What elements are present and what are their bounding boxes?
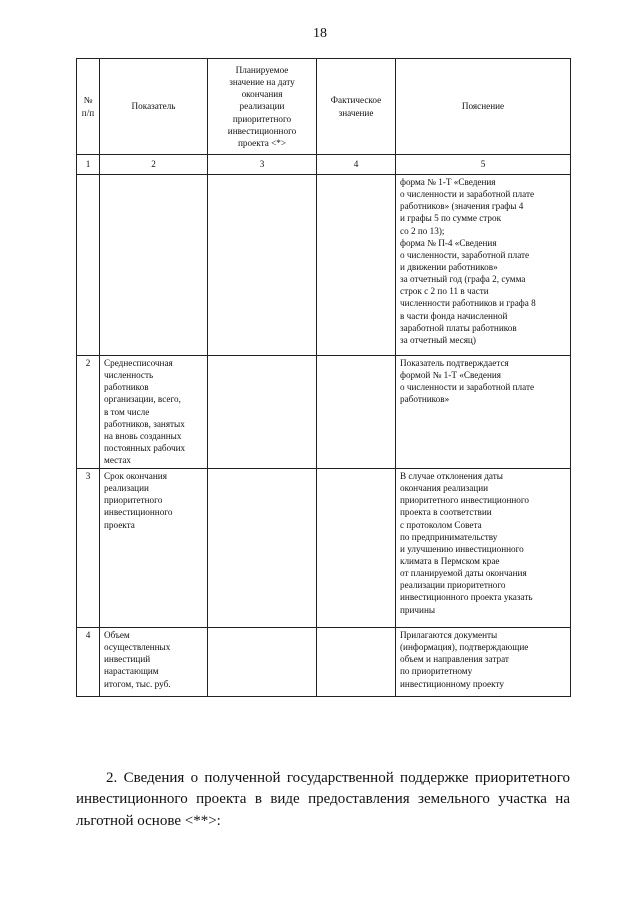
column-numbers-row [77, 155, 571, 175]
column-number: 1 [77, 155, 100, 175]
indicator-cell: Среднесписочная численность работников организации, всего, в том числе работников, занятых на вновь созданных постоянных рабочих местах [100, 356, 208, 469]
row-number: 4 [77, 628, 100, 697]
planned-value-cell [208, 356, 317, 469]
planned-value-cell [208, 628, 317, 697]
explanation-cell: форма № 1-Т «Сведения о численности и заработной плате работников» (значения графы 4 и графы 5 по сумме строк со 2 по 13); форма № П-4 «Сведения о численности, заработной плате и движении работников» за отчетный год (графа 2, сумма строк с 2 по 11 в части численности работников и графа 8 в части фонда начисленной заработной платы работников за отчетный месяц) [396, 175, 571, 356]
column-number: 2 [100, 155, 208, 175]
table-row [77, 469, 571, 628]
table-row [77, 175, 571, 356]
table-row [77, 356, 571, 469]
table-row [77, 628, 571, 697]
row-number [77, 175, 100, 356]
investment-indicators-table [76, 58, 571, 697]
page-number: 18 [313, 26, 327, 41]
explanation-cell: Прилагаются документы (информация), подтверждающие объем и направления затрат по приоритетному инвестиционному проекту [396, 628, 571, 697]
indicator-cell [100, 175, 208, 356]
actual-value-cell [317, 175, 396, 356]
header-indicator: Показатель [100, 59, 208, 155]
header-explanation: Пояснение [396, 59, 571, 155]
section-paragraph: 2. Сведения о полученной государственной поддержке приоритетного инвестиционного проекта в виде предоставления земельного участка на льготной основе <**>: [76, 770, 570, 829]
table-header-row [77, 59, 571, 155]
row-number: 2 [77, 356, 100, 469]
planned-value-cell [208, 469, 317, 628]
row-number: 3 [77, 469, 100, 628]
indicator-cell: Срок окончания реализации приоритетного инвестиционного проекта [100, 469, 208, 628]
planned-value-cell [208, 175, 317, 356]
column-number: 4 [317, 155, 396, 175]
explanation-cell: Показатель подтверждается формой № 1-Т «Сведения о численности и заработной плате работников» [396, 356, 571, 469]
header-row-number: № п/п [77, 59, 100, 155]
column-number: 3 [208, 155, 317, 175]
column-number: 5 [396, 155, 571, 175]
actual-value-cell [317, 628, 396, 697]
indicator-cell: Объем осуществленных инвестиций нарастающим итогом, тыс. руб. [100, 628, 208, 697]
explanation-cell: В случае отклонения даты окончания реализации приоритетного инвестиционного проекта в соответствии с протоколом Совета по предпринимательству и улучшению инвестиционного климата в Пермском крае от планируемой даты окончания реализации приоритетного инвестиционного проекта указать причины [396, 469, 571, 628]
actual-value-cell [317, 356, 396, 469]
header-planned-value: Планируемое значение на дату окончания реализации приоритетного инвестиционного проекта <*> [208, 59, 317, 155]
actual-value-cell [317, 469, 396, 628]
header-actual-value: Фактическое значение [317, 59, 396, 155]
